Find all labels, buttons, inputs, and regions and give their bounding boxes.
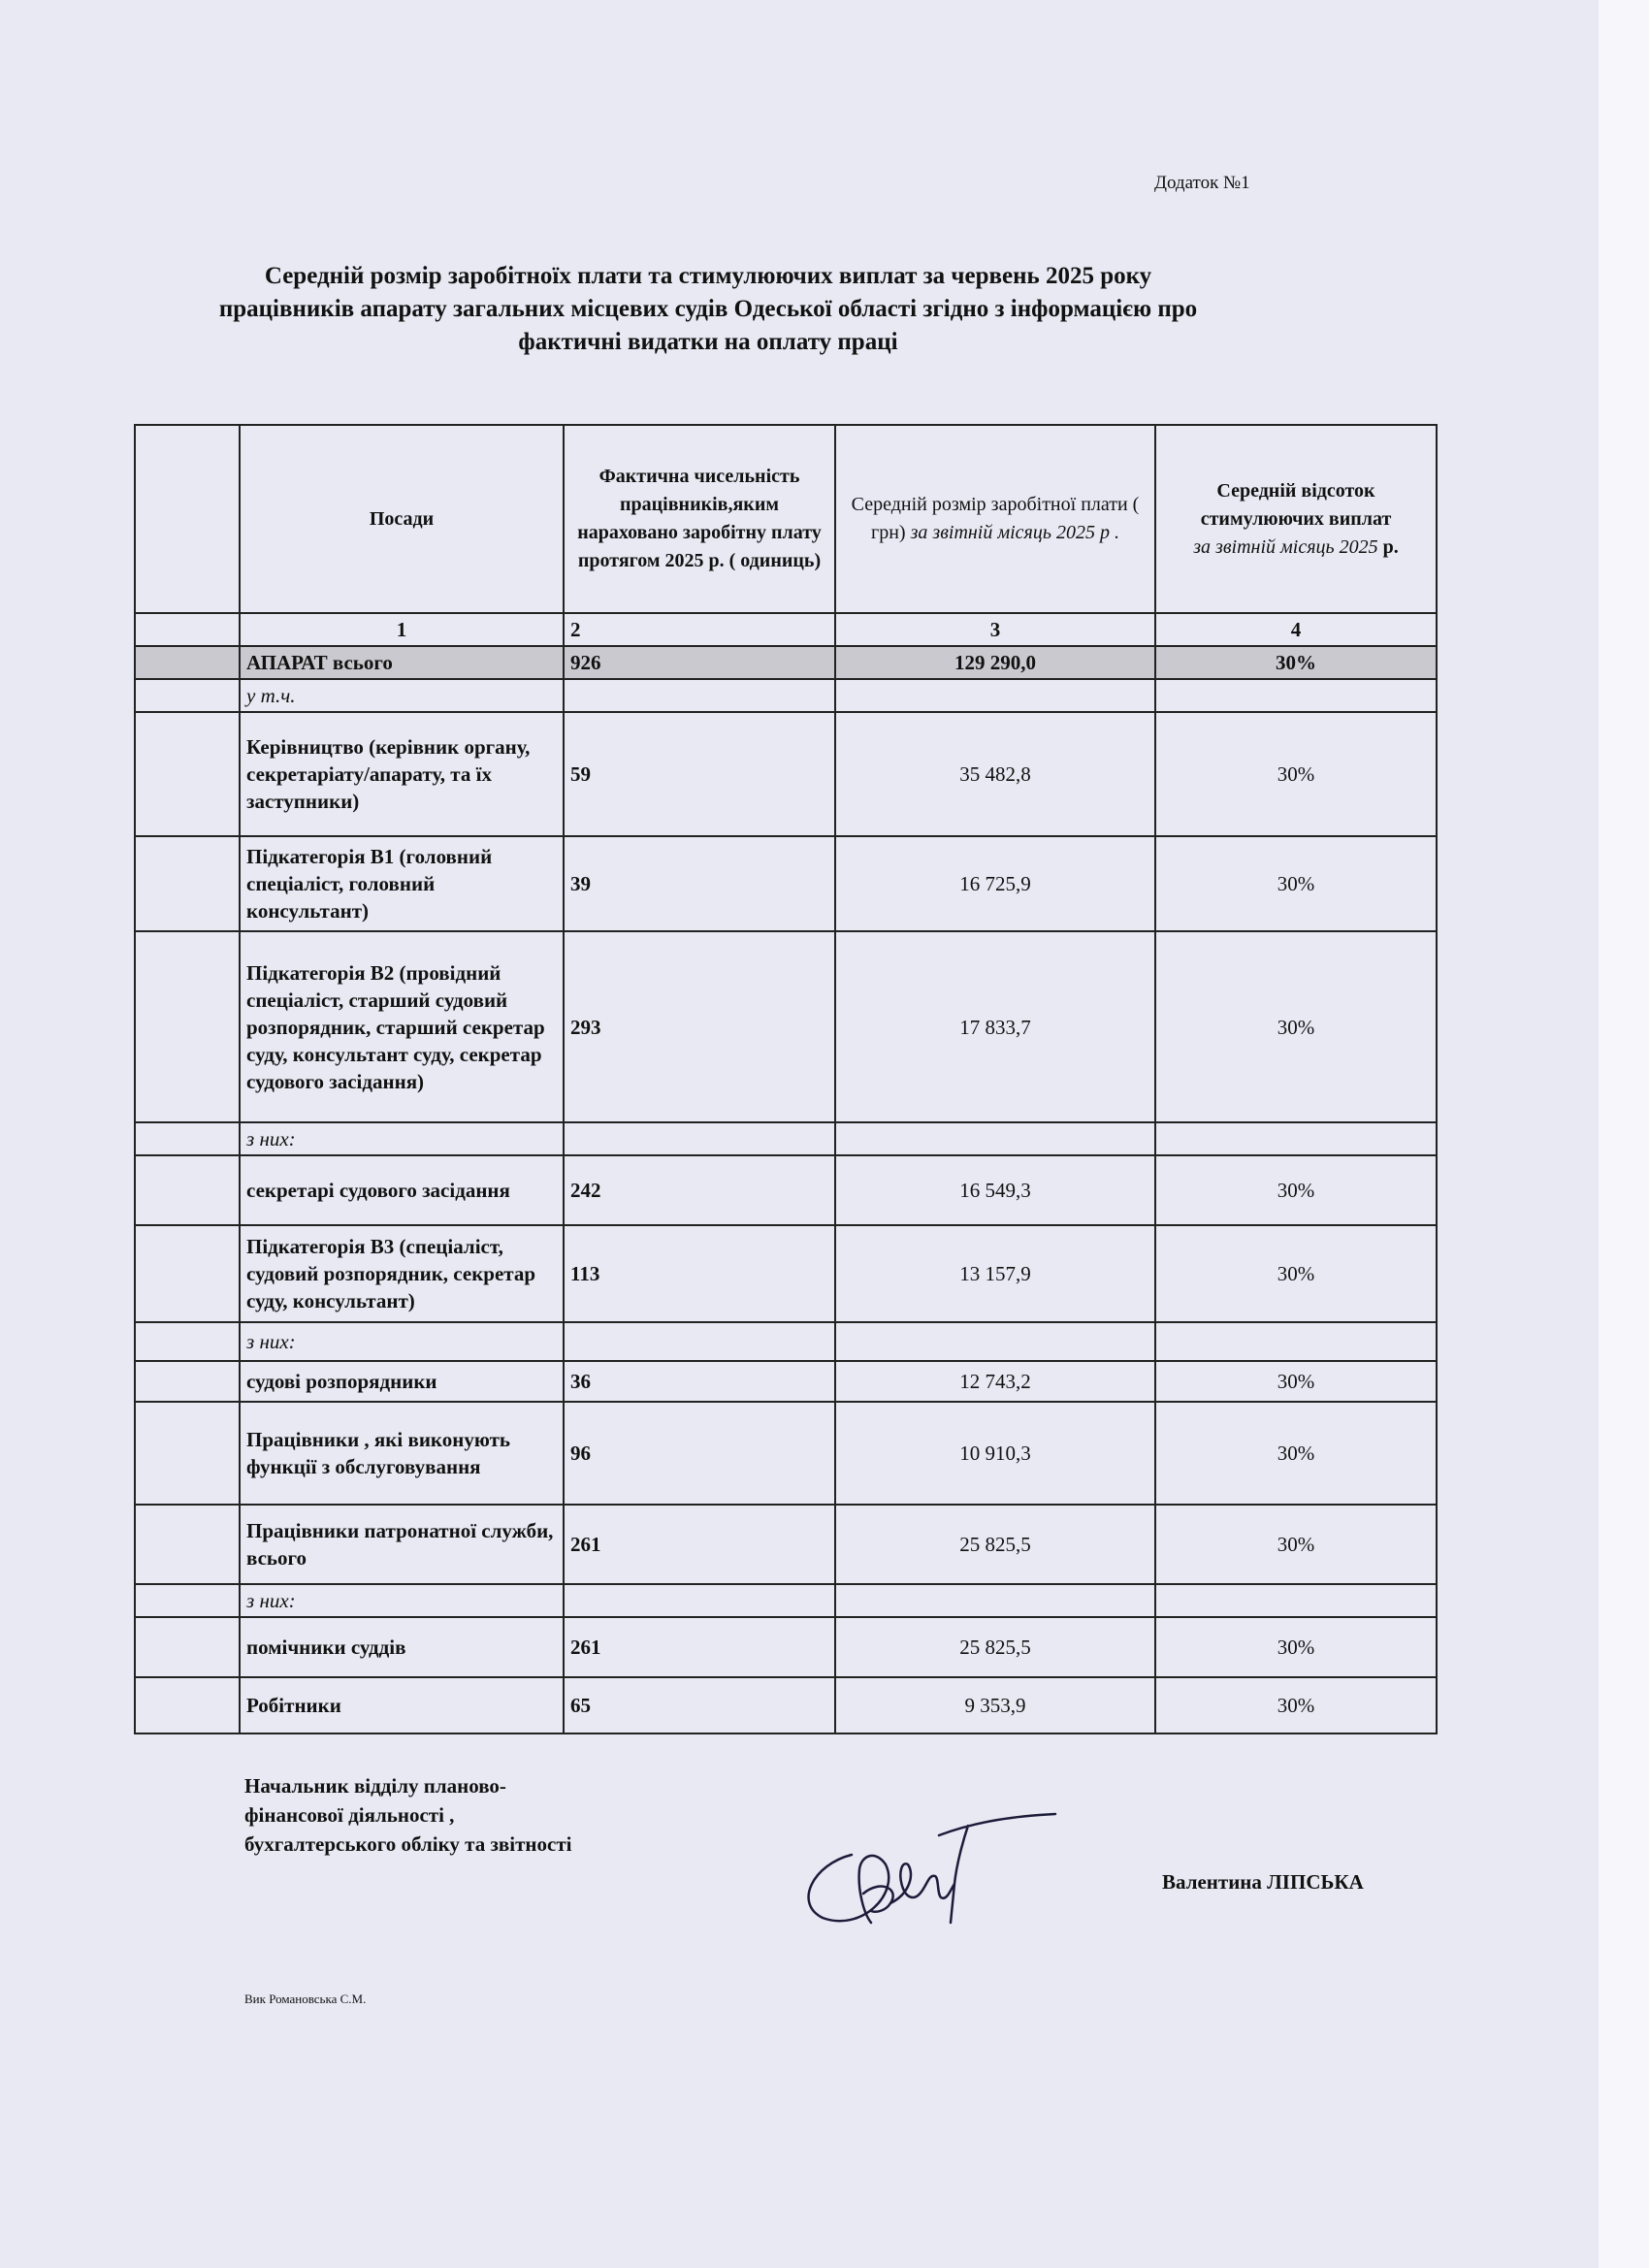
row-name: судові розпорядники xyxy=(240,1361,564,1402)
row-percent: 30% xyxy=(1155,712,1437,836)
row-count: 293 xyxy=(564,931,835,1122)
row-blank xyxy=(135,1155,240,1225)
total-count: 926 xyxy=(564,646,835,679)
row-count: 96 xyxy=(564,1402,835,1505)
sub-empty-3 xyxy=(835,1122,1155,1155)
total-blank xyxy=(135,646,240,679)
subgroup-label: з них: xyxy=(240,1584,564,1617)
row-count: 65 xyxy=(564,1677,835,1733)
colnum-blank xyxy=(135,613,240,646)
colnum-4: 4 xyxy=(1155,613,1437,646)
sub-empty-4 xyxy=(1155,1584,1437,1617)
header-headcount: Фактична чисельність працівників,яким нараховано заробітну плату протягом 2025 р. ( одиниць) xyxy=(564,425,835,613)
row-salary: 10 910,3 xyxy=(835,1402,1155,1505)
row-count: 242 xyxy=(564,1155,835,1225)
row-name: Робітники xyxy=(240,1677,564,1733)
row-percent: 30% xyxy=(1155,1225,1437,1322)
row-percent: 30% xyxy=(1155,1155,1437,1225)
header-position: Посади xyxy=(240,425,564,613)
row-percent: 30% xyxy=(1155,1402,1437,1505)
row-salary: 16 549,3 xyxy=(835,1155,1155,1225)
table-row xyxy=(135,1677,1437,1733)
colnum-3: 3 xyxy=(835,613,1155,646)
header-incentive-period: за звітній місяць 2025 xyxy=(1193,535,1378,558)
row-blank xyxy=(135,1361,240,1402)
table-row xyxy=(135,1155,1437,1225)
total-row xyxy=(135,646,1437,679)
table-row xyxy=(135,1361,1437,1402)
row-salary: 16 725,9 xyxy=(835,836,1155,931)
row-name: Керівництво (керівник органу, секретаріату/апарату, та їх заступники) xyxy=(240,712,564,836)
sub-empty-2 xyxy=(564,1122,835,1155)
row-blank xyxy=(135,1402,240,1505)
sub-empty-3 xyxy=(835,1584,1155,1617)
row-salary: 17 833,7 xyxy=(835,931,1155,1122)
signer-name: Валентина ЛІПСЬКА xyxy=(1162,1870,1364,1894)
sub-empty-4 xyxy=(1155,1122,1437,1155)
document-title: Середній розмір заробітноїх плати та стимулюючих виплат за червень 2025 року працівників апарату загальних місцевих судів Одеської області згідно з інформацією про фактичні видатки на оплату праці xyxy=(218,263,1198,355)
table-row xyxy=(135,1617,1437,1677)
row-count: 59 xyxy=(564,712,835,836)
row-blank xyxy=(135,1122,240,1155)
row-count: 113 xyxy=(564,1225,835,1322)
row-percent: 30% xyxy=(1155,836,1437,931)
row-salary: 25 825,5 xyxy=(835,1617,1155,1677)
table-row xyxy=(135,1402,1437,1505)
header-avg-salary-main: Середній розмір заробітної плати ( грн) xyxy=(851,494,1140,543)
table-row xyxy=(135,931,1437,1122)
row-blank xyxy=(135,1617,240,1677)
header-avg-salary xyxy=(835,425,1155,613)
header-blank xyxy=(135,425,240,613)
row-salary: 35 482,8 xyxy=(835,712,1155,836)
table-row xyxy=(135,1505,1437,1584)
subgroup-label: з них: xyxy=(240,1322,564,1361)
header-avg-salary-period: за звітній місяць 2025 р . xyxy=(910,522,1119,543)
row-salary: 13 157,9 xyxy=(835,1225,1155,1322)
subgroup-row xyxy=(135,1122,1437,1155)
row-percent: 30% xyxy=(1155,1505,1437,1584)
subgroup-label: з них: xyxy=(240,1122,564,1155)
row-blank xyxy=(135,712,240,836)
table-row xyxy=(135,712,1437,836)
sub-empty-2 xyxy=(564,1584,835,1617)
row-count: 261 xyxy=(564,1617,835,1677)
row-percent: 30% xyxy=(1155,1617,1437,1677)
row-salary: 12 743,2 xyxy=(835,1361,1155,1402)
incl-empty-4 xyxy=(1155,679,1437,712)
row-blank xyxy=(135,836,240,931)
sub-empty-2 xyxy=(564,1322,835,1361)
executor-note: Вик Романовська С.М. xyxy=(244,1992,367,2006)
subgroup-row xyxy=(135,1322,1437,1361)
row-percent: 30% xyxy=(1155,1361,1437,1402)
appendix-label: Додаток №1 xyxy=(1154,173,1250,193)
colnum-2: 2 xyxy=(564,613,835,646)
row-name: секретарі судового засідання xyxy=(240,1155,564,1225)
row-name: Підкатегорія В1 (головний спеціаліст, головний консультант) xyxy=(240,836,564,931)
total-percent: 30% xyxy=(1155,646,1437,679)
incl-empty-2 xyxy=(564,679,835,712)
salary-table xyxy=(134,424,1438,1734)
subgroup-row xyxy=(135,1584,1437,1617)
row-percent: 30% xyxy=(1155,931,1437,1122)
incl-empty-3 xyxy=(835,679,1155,712)
row-blank xyxy=(135,1677,240,1733)
row-count: 261 xyxy=(564,1505,835,1584)
header-row xyxy=(135,425,1437,613)
header-incentive-percent xyxy=(1155,425,1437,613)
total-salary: 129 290,0 xyxy=(835,646,1155,679)
table-row xyxy=(135,1225,1437,1322)
row-percent: 30% xyxy=(1155,1677,1437,1733)
row-name: Працівники патронатної служби, всього xyxy=(240,1505,564,1584)
colnum-1: 1 xyxy=(240,613,564,646)
row-blank xyxy=(135,1322,240,1361)
signer-position: Начальник відділу планово-фінансової діяльності , бухгалтерського обліку та звітності xyxy=(244,1774,572,1856)
row-blank xyxy=(135,1584,240,1617)
header-incentive-main: Середній відсоток стимулюючих виплат xyxy=(1200,479,1392,530)
column-number-row xyxy=(135,613,1437,646)
row-name: помічники суддів xyxy=(240,1617,564,1677)
table-row xyxy=(135,836,1437,931)
row-salary: 25 825,5 xyxy=(835,1505,1155,1584)
row-name: Працівники , які виконують функції з обслуговування xyxy=(240,1402,564,1505)
row-blank xyxy=(135,1225,240,1322)
row-salary: 9 353,9 xyxy=(835,1677,1155,1733)
row-name: Підкатегорія В3 (спеціаліст, судовий розпорядник, секретар суду, консультант) xyxy=(240,1225,564,1322)
incl-blank xyxy=(135,679,240,712)
incl-row xyxy=(135,679,1437,712)
row-blank xyxy=(135,931,240,1122)
row-blank xyxy=(135,1505,240,1584)
page-edge xyxy=(1599,0,1649,2268)
row-count: 36 xyxy=(564,1361,835,1402)
total-name: АПАРАТ всього xyxy=(240,646,564,679)
sub-empty-4 xyxy=(1155,1322,1437,1361)
row-count: 39 xyxy=(564,836,835,931)
header-incentive-tail: р. xyxy=(1382,535,1399,558)
incl-label: у т.ч. xyxy=(240,679,564,712)
sub-empty-3 xyxy=(835,1322,1155,1361)
row-name: Підкатегорія В2 (провідний спеціаліст, старший судовий розпорядник, старший секретар суду, консультант суду, секретар судового засідання) xyxy=(240,931,564,1122)
handwritten-signature xyxy=(793,1797,1075,1942)
